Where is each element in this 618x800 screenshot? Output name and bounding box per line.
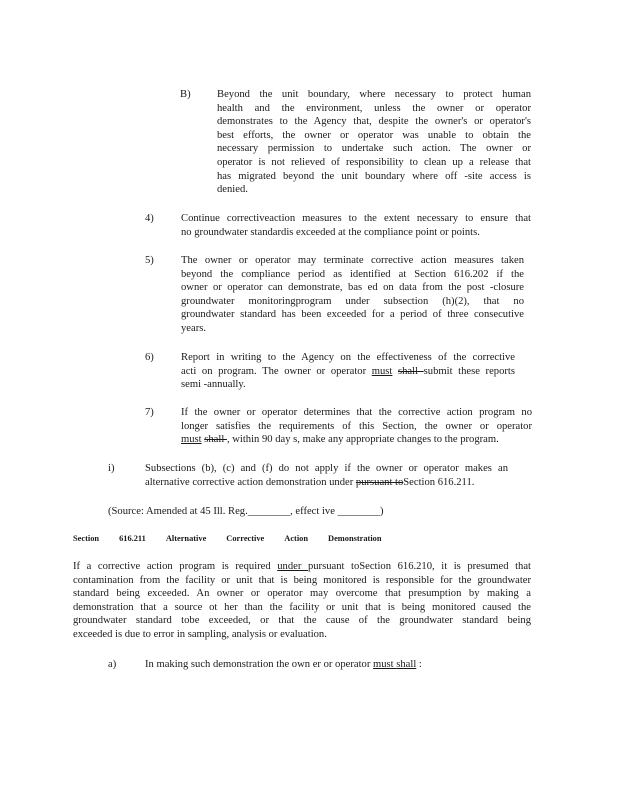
source-note [108,505,418,519]
deleted-text: shall [398,365,424,377]
text-line: groundwater monitoringprogram under subsection (h)(2), that no [181,295,524,307]
text-line: years. [181,322,206,334]
deleted-text: shall [204,434,227,446]
text-line: semi -annually. [181,379,246,391]
text-line: contamination from the facility or unit that is being monitored is responsible for the groundwater [73,574,531,586]
text-line: groundwater standard tobe exceeded, or that the cause of the groundwater standard being [73,615,531,627]
text-line: demonstrates to the Agency that, despite the owner's or operator's [217,116,531,128]
text-line: owner or operator can demonstrate, bas ed on data from the post -closure [181,282,524,294]
text-line: no groundwater standardis exceeded at the compliance point or points. [181,226,480,238]
item-6-text [181,351,515,392]
item-label-7: 7) [145,407,154,418]
heading-word-alternative: Alternative [165,534,207,543]
heading-word-action: Action [284,534,309,543]
text-line: denied. [217,184,248,196]
text-line: has migrated beyond the unit boundary where off -site access is [217,170,531,182]
item-b-text [217,88,531,197]
inserted-text: under [277,561,308,572]
text-line: Subsections (b), (c) and (f) do not apply if the owner or operator makes an [145,463,508,474]
text-line: standard being exceeded. An owner or operator may overcome that presumption by making a [73,588,531,600]
text-line: best efforts, the owner or operator was unable to obtain the [217,129,531,141]
heading-section-word: Section [73,534,100,543]
heading-section-number: 616.211 [119,534,146,543]
text-line: Continue correctiveaction measures to the extent necessary to ensure that [181,213,531,224]
text-line: exceeded is due to error in sampling, analysis or evaluation. [73,628,327,640]
item-label-6: 6) [145,352,154,363]
heading-word-demonstration: Demonstration [328,534,382,543]
text-line: Beyond the unit boundary, where necessary to protect human [217,89,531,100]
text-line: acti on program. The owner or operator must shall submit these reports [181,365,515,377]
inserted-text: must [181,434,202,446]
inserted-text: must [373,659,397,670]
text-line: must shall , within 90 day s, make any appropriate changes to the program. [181,434,499,446]
text-line: health and the environment, unless the owner or operator [217,102,531,114]
text-line: beyond the compliance period as identified at Section 616.202 if the [181,268,524,280]
item-label-a: a) [108,659,117,670]
item-label-5: 5) [145,255,154,266]
text-line: alternative corrective action demonstration under pursuant toSection 616.211. [145,476,475,488]
text-line: If a corrective action program is required under pursuant toSection 616.210, it is presumed that [73,561,531,572]
inserted-text: must [371,365,393,377]
text-line: operator is not relieved of responsibility to clean up a release that [217,156,531,168]
item-label-b: B) [180,89,191,100]
text-line: In making such demonstration the own er or operator must shall : [145,659,422,670]
item-4-text [181,212,531,239]
item-5-text [181,254,524,336]
item-a-text [145,658,465,672]
text-line: Report in writing to the Agency on the effectiveness of the corrective [181,352,515,363]
text-line: demonstration that a source ot her than the facility or unit that is being monitored caused the [73,601,531,613]
item-7-text [181,406,532,447]
item-label-4: 4) [145,213,154,224]
text-line: If the owner or operator determines that the corrective action program no [181,407,532,418]
item-label-i: i) [108,463,115,474]
heading-word-corrective: Corrective [226,534,265,543]
section-paragraph [73,560,531,642]
text-line: The owner or operator may terminate corrective action measures taken [181,255,524,266]
deleted-text: pursuant to [355,476,404,488]
inserted-text: shall [396,659,417,670]
text-line: (Source: Amended at 45 Ill. Reg.________, effect ive ________) [108,506,384,517]
text-line: longer satisfies the requirements of this Section, the owner or operator [181,420,532,432]
text-line: necessary permission to undertake such action. The owner or [217,143,531,155]
section-heading [73,534,402,543]
item-i-text [145,462,508,489]
text-line: groundwater standard has been exceeded for a period of three consecutive [181,309,524,321]
